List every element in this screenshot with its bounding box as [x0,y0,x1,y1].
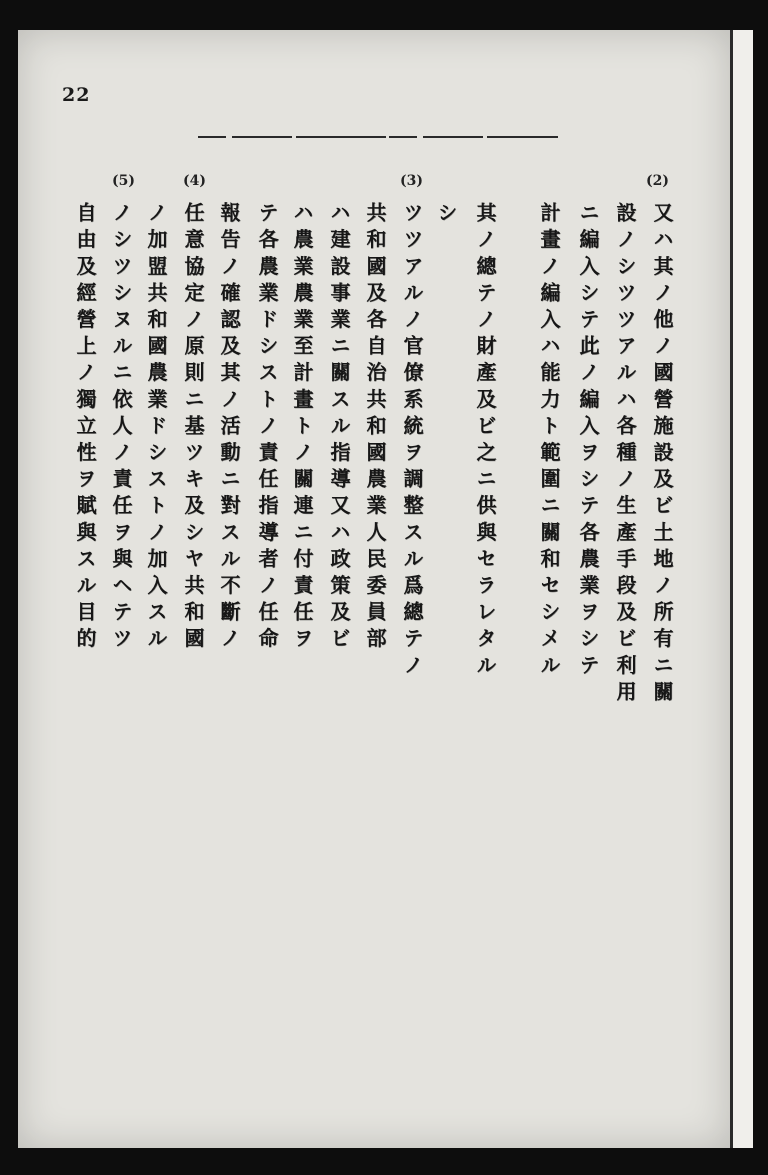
text-column-12: 報告ノ確認及其ノ活動ニ對スル不斷ノ [217,202,241,655]
header-rule [198,124,558,128]
text-column-8: 共和國及各自治共和國農業人民委員部 [363,202,387,655]
text-column-4: 計畫ノ編入ハ能力ト範圍ニ關和セシメル [537,202,561,681]
text-column-10: ハ農業農業至計畫トノ關連ニ付責任ヲ [290,202,314,655]
page-number: 22 [62,84,91,106]
text-column-16: 自由及經營上ノ獨立性ヲ賦與スル目的 [73,202,97,655]
text-column-15: ノシツシヌルニ依人ノ責任ヲ與ヘテツ [109,202,133,655]
scanned-page [18,30,730,1148]
section-marker-2: (2) [646,173,669,189]
text-column-2: 設ノシツツアルハ各種ノ生產手段及ビ利用 [613,202,637,708]
book-spine-edge [730,30,753,1148]
section-marker-3: (3) [400,173,423,189]
text-column-3: ニ編入シテ此ノ編入ヲシテ各農業ヲシテ [576,202,600,681]
text-column-6: シ [434,202,458,229]
text-column-7: ツツアルノ官僚系統ヲ調整スル爲總テノ [400,202,424,681]
text-column-5: 其ノ總テノ財產及ビ之ニ供與セラレタル [473,202,497,681]
text-column-11: テ各農業ドシストノ責任指導者ノ任命 [255,202,279,655]
text-column-13: 任意協定ノ原則ニ基ツキ及シヤ共和國 [181,202,205,655]
section-marker-4: (4) [183,173,206,189]
text-column-9: ハ建設事業ニ關スル指導又ハ政策及ビ [327,202,351,655]
section-marker-5: (5) [112,173,135,189]
text-column-1: 又ハ其ノ他ノ國營施設及ビ土地ノ所有ニ關 [650,202,674,708]
text-column-14: ノ加盟共和國農業ドシストノ加入スル [144,202,168,655]
